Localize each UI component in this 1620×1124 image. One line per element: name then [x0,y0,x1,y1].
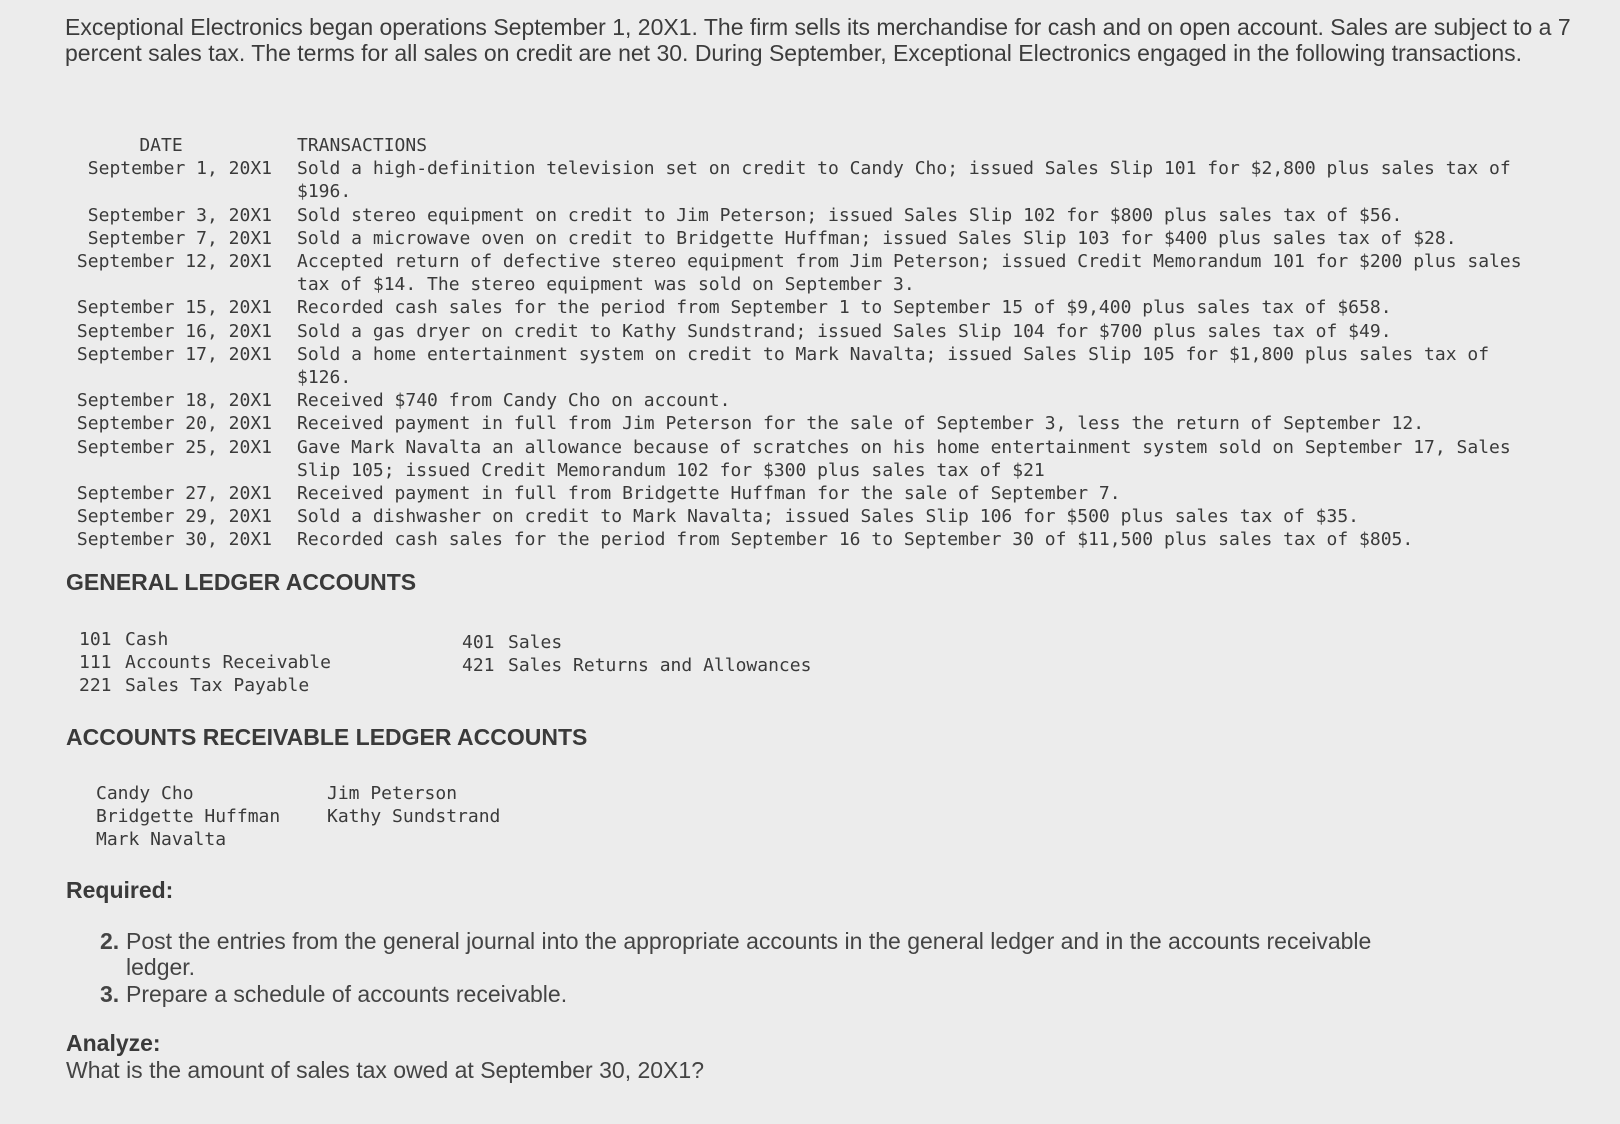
transaction-date: September 18, 20X1 [76,390,272,412]
account-name: Accounts Receivable [125,652,331,673]
general-ledger-left-column [79,628,331,697]
transaction-date: September 27, 20X1 [76,483,272,505]
transaction-date: September 16, 20X1 [76,320,272,342]
transaction-date: September 20, 20X1 [76,413,272,435]
required-item-text: Prepare a schedule of accounts receivable. [126,981,568,1007]
transaction-date: September 3, 20X1 [87,204,272,226]
transaction-row [60,482,1580,505]
transaction-description: Accepted return of defective stereo equipment from Jim Peterson; issued Credit Memorandum 101 for $200 plus sales tax of $14. The stereo equipment was sold on September 3. [297,251,1522,296]
required-list [100,928,1440,1008]
customer-account: Jim Peterson [327,783,458,804]
transaction-date: September 30, 20X1 [76,529,272,551]
account-name: Sales [508,632,563,653]
transaction-row [60,296,1580,319]
transaction-row [60,389,1580,412]
transaction-date: September 15, 20X1 [76,297,272,319]
customer-account: Mark Navalta [96,829,227,850]
customer-account: Kathy Sundstrand [327,806,501,827]
ar-ledger-right-column [327,782,500,828]
transaction-description: Sold a microwave oven on credit to Bridgette Huffman; issued Sales Slip 103 for $400 plus sales tax of $28. [297,227,1457,249]
transaction-rows [60,157,1580,551]
transaction-description: Sold a gas dryer on credit to Kathy Sundstrand; issued Sales Slip 104 for $700 plus sales tax of $49. [297,320,1392,342]
account-name: Cash [125,629,169,650]
analyze-question: What is the amount of sales tax owed at September 30, 20X1? [66,1057,704,1083]
transaction-date: September 25, 20X1 [76,436,272,458]
transactions-header-label: TRANSACTIONS [297,135,428,156]
transaction-description: Received $740 from Candy Cho on account. [297,390,731,412]
transaction-description: Sold stereo equipment on credit to Jim Peterson; issued Sales Slip 102 for $800 plus sales tax of $56. [297,204,1403,226]
account-number: 111 [79,652,112,673]
ledger-account [79,674,331,697]
account-name: Sales Tax Payable [125,675,310,696]
transaction-row [60,250,1580,296]
ledger-account [462,631,811,654]
transaction-description: Recorded cash sales for the period from September 16 to September 30 of $11,500 plus sales tax of $805. [297,529,1414,551]
required-item [100,981,1440,1007]
ledger-account [79,651,331,674]
account-name: Sales Returns and Allowances [508,655,812,676]
transaction-description: Gave Mark Navalta an allowance because of scratches on his home entertainment system sold on September 17, Sales Slip 105; issued Credit Memorandum 102 for $300 plus sales tax of $21 [297,436,1511,481]
customer-account: Bridgette Huffman [96,806,281,827]
account-number: 221 [79,675,112,696]
general-ledger-right-column [462,631,811,677]
transaction-row [60,227,1580,250]
ledger-account [79,628,331,651]
transaction-description: Received payment in full from Bridgette Huffman for the sale of September 7. [297,483,1121,505]
customer-account: Candy Cho [96,783,194,804]
transactions-table [60,134,1580,552]
required-item-number: 3. [100,981,120,1007]
intro-paragraph: Exceptional Electronics began operations September 1, 20X1. The firm sells its merchandise for cash and on open account. Sales are subject to a 7 percent sales tax. The terms for all sales on credit are net 30. During September, Exceptional Electronics engaged in the following transactions. [65,14,1571,66]
account-number: 401 [462,632,495,653]
transaction-row [60,320,1580,343]
transaction-description: Recorded cash sales for the period from September 1 to September 15 of $9,400 plus sales tax of $658. [297,297,1392,319]
transaction-date: September 29, 20X1 [76,506,272,528]
analyze-label: Analyze: [66,1030,161,1056]
general-ledger-title: GENERAL LEDGER ACCOUNTS [66,569,417,595]
transaction-row [60,343,1580,389]
ledger-account [462,654,811,677]
transaction-description: Sold a home entertainment system on credit to Mark Navalta; issued Sales Slip 105 for $1,800 plus sales tax of $126. [297,343,1490,389]
transaction-date: September 17, 20X1 [76,343,272,365]
required-item-text: Post the entries from the general journal into the appropriate accounts in the general ledger and in the accounts receivable ledger. [126,928,1372,980]
date-header: DATE [139,135,183,156]
account-number: 101 [79,629,112,650]
transaction-row [60,528,1580,551]
transaction-row [60,436,1580,482]
transaction-description: Sold a dishwasher on credit to Mark Navalta; issued Sales Slip 106 for $500 plus sales tax of $35. [297,506,1360,528]
ar-ledger-left-column [96,782,280,851]
ar-ledger-title: ACCOUNTS RECEIVABLE LEDGER ACCOUNTS [66,724,588,750]
transaction-description: Sold a high-definition television set on credit to Candy Cho; issued Sales Slip 101 for $2,800 plus sales tax of $196. [297,158,1511,203]
required-item-number: 2. [100,928,120,954]
transaction-row [60,204,1580,227]
account-number: 421 [462,655,495,676]
transaction-date: September 1, 20X1 [87,158,272,180]
transactions-header [60,134,1580,157]
transaction-row [60,505,1580,528]
transaction-description: Received payment in full from Jim Peterson for the sale of September 3, less the return of September 12. [297,413,1425,435]
transaction-date: September 12, 20X1 [76,251,272,273]
transaction-date: September 7, 20X1 [87,227,272,249]
required-item [100,928,1440,980]
transaction-row [60,412,1580,435]
transaction-row [60,157,1580,203]
required-label: Required: [66,877,174,903]
